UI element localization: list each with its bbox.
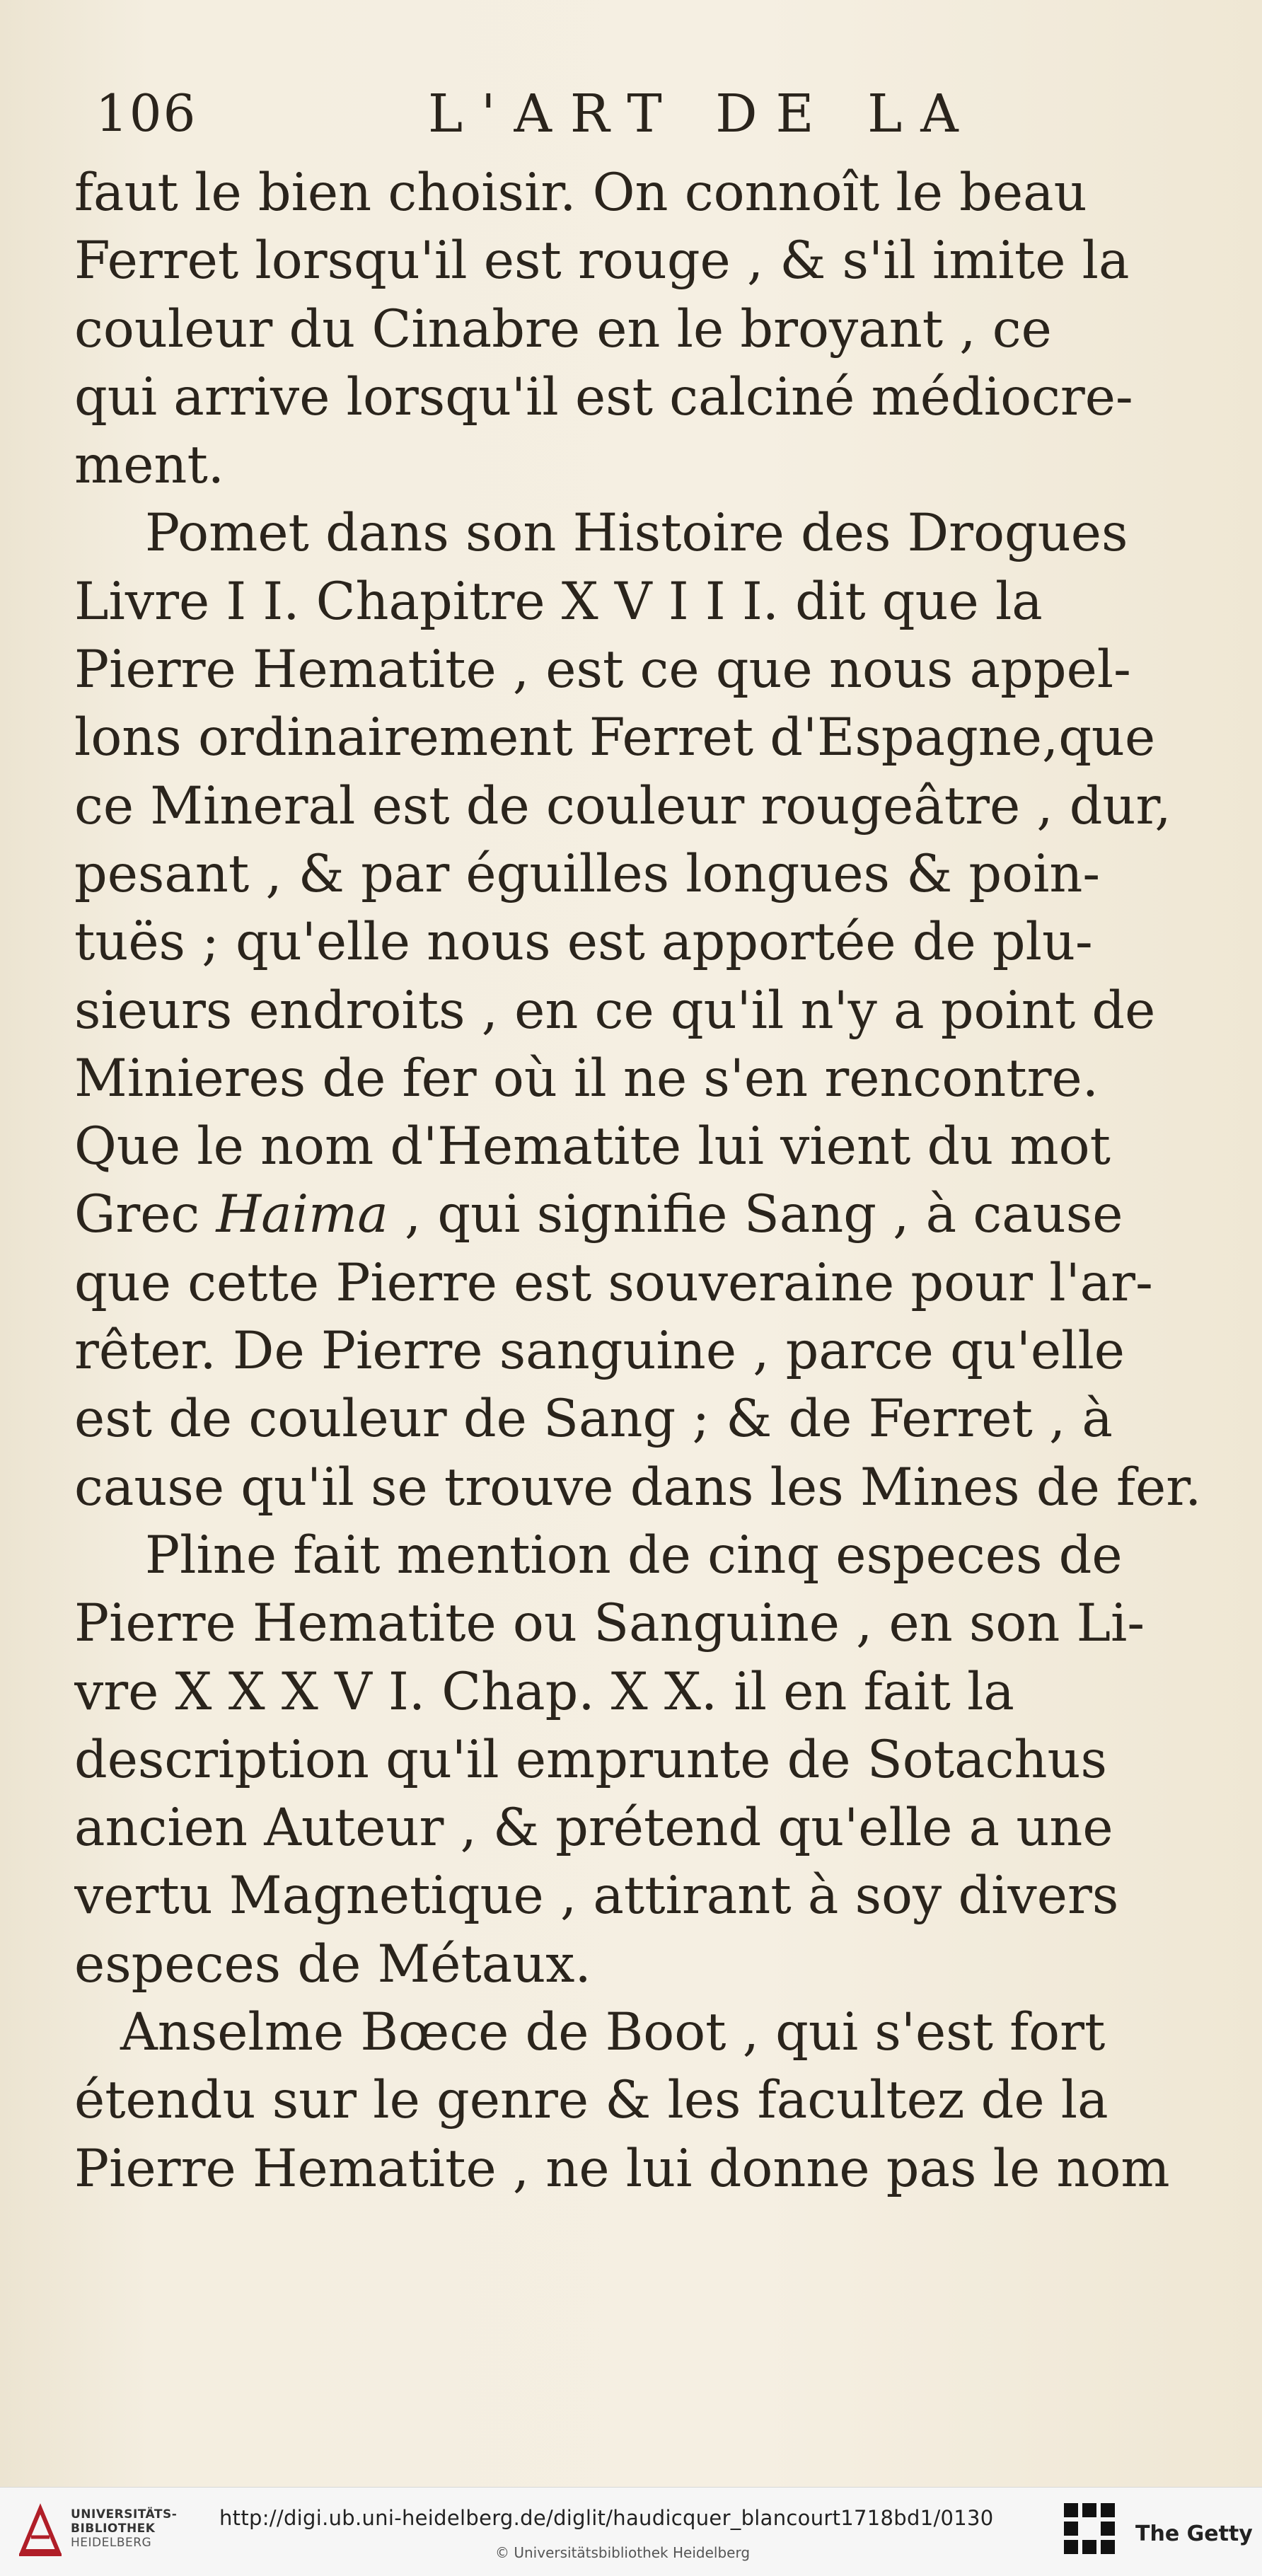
text-line-greek [74,1181,1206,1249]
text-line: lons ordinairement Ferret d'Espagne,que [74,707,1156,768]
text-line: especes de Métaux. [74,1934,591,1994]
getty-logo-icon [1061,2500,1118,2563]
line-remainder: , qui signifie Sang , à cause [388,1184,1123,1245]
text-line: Pierre Hematite ou Sanguine , en son Li- [74,1593,1145,1654]
text-line: vre X X X V I. Chap. X X. il en fait la [74,1661,1014,1722]
text-line: que cette Pierre est souveraine pour l'ar- [74,1252,1153,1313]
text-line: ment. [74,435,224,496]
body-text [74,159,1206,2203]
text-line: rêter. De Pierre sanguine , parce qu'elle [74,1321,1125,1382]
text-line: faut le bien choisir. On connoît le beau [74,163,1087,223]
library-name-line: HEIDELBERG [71,2536,152,2550]
word-haima: Haima [216,1184,388,1245]
paragraph-start-line: Pline fait mention de cinq especes de [145,1525,1123,1586]
viewer-footer [0,2487,1262,2576]
text-line: Minieres de fer où il ne s'en rencontre. [74,1048,1099,1109]
text-line: qui arrive lorsqu'il est calciné médiocre- [74,366,1133,427]
copyright-notice: © Universitätsbibliothek Heidelberg [495,2544,751,2561]
university-library-logo-icon [16,2502,65,2558]
text-line: étendu sur le genre & les facultez de la [74,2070,1108,2131]
text-line: Pierre Hematite , est ce que nous appel- [74,640,1131,700]
paragraph-start-line: Anselme Bœce de Boot , qui s'est fort [120,2002,1106,2063]
library-name-line: BIBLIOTHEK [71,2522,156,2536]
text-line: description qu'il emprunte de Sotachus [74,1729,1107,1790]
text-line: Que le nom d'Hematite lui vient du mot [74,1116,1111,1177]
page-number: 106 [95,83,197,143]
library-name-line: UNIVERSITÄTS- [71,2507,178,2522]
text-line: tuës ; qu'elle nous est apportée de plu- [74,912,1093,973]
text-line: couleur du Cinabre en le broyant , ce [74,299,1052,359]
text-line: ce Mineral est de couleur rougeâtre , dur, [74,775,1171,836]
permalink-link[interactable]: http://digi.ub.uni-heidelberg.de/diglit/haudicquer_blancourt1718bd1/0130 [219,2506,994,2530]
page-header [95,83,1199,161]
text-line: est de couleur de Sang ; & de Ferret , à [74,1389,1113,1450]
text-line: sieurs endroits , en ce qu'il n'y a point de [74,980,1156,1041]
library-name [71,2507,177,2550]
text-line: Livre I I. Chapitre X V I I I. dit que la [74,571,1043,632]
text-line: cause qu'il se trouve dans les Mines de fer. [74,1457,1202,1518]
text-line: Ferret lorsqu'il est rouge , & s'il imite la [74,231,1130,291]
text-line: Pierre Hematite , ne lui donne pas le nom [74,2138,1170,2199]
getty-name: The Getty [1135,2522,1253,2546]
paragraph-start-line: Pomet dans son Histoire des Drogues [145,503,1128,564]
text-line: vertu Magnetique , attirant à soy divers [74,1866,1119,1927]
running-head: L'ART DE LA [428,83,977,144]
text-line: ancien Auteur , & prétend qu'elle a une [74,1798,1113,1859]
text-line: pesant , & par éguilles longues & poin- [74,843,1101,904]
word-grec: Grec [74,1184,200,1245]
